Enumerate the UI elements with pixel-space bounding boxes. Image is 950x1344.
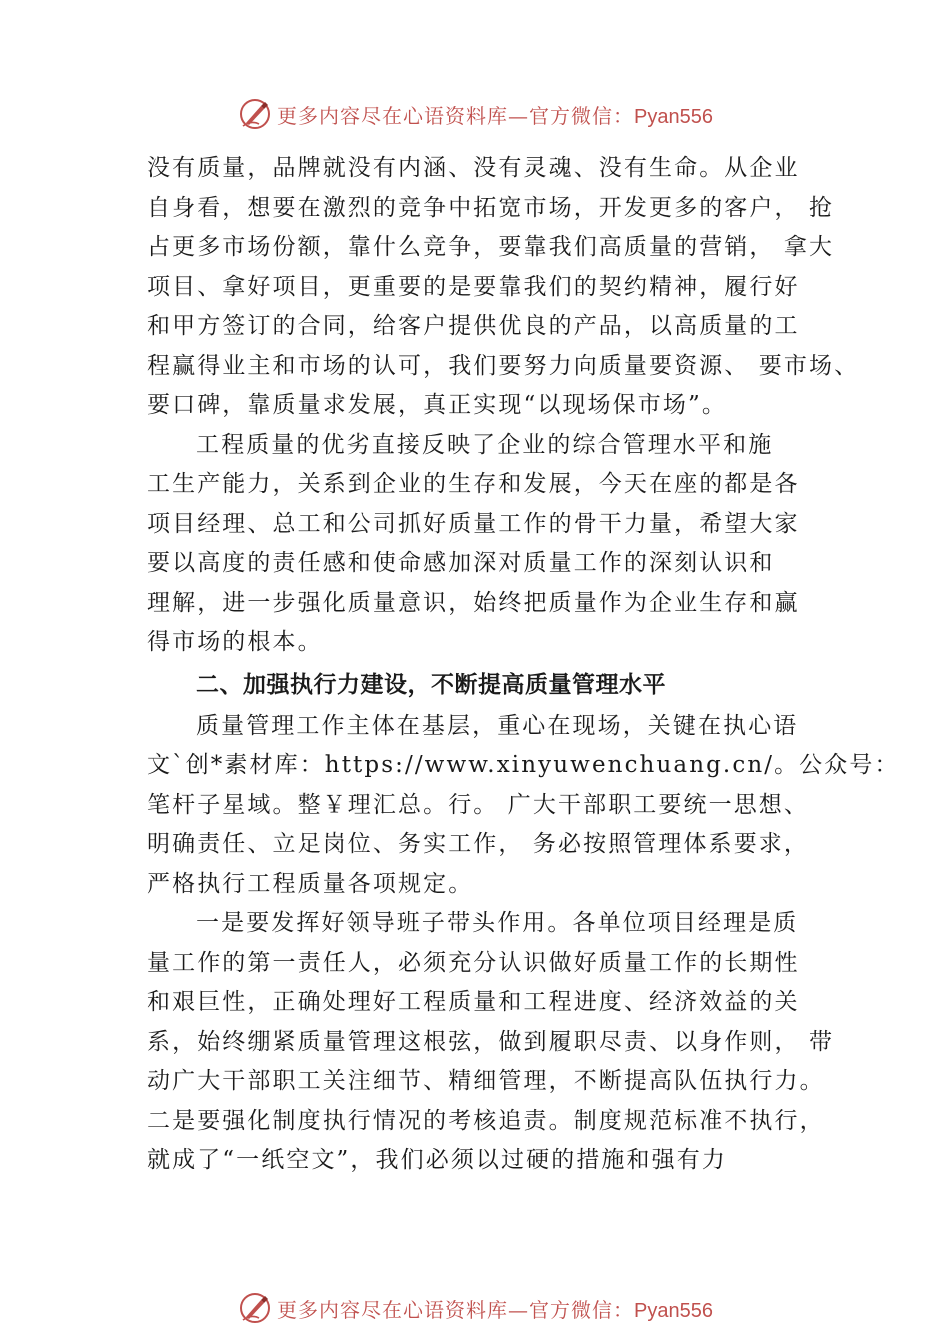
body-line: 动广大干部职工关注细节、精细管理，不断提高队伍执行力。 [147, 1068, 825, 1094]
body-line: 明确责任、立足岗位、务实工作， 务必按照管理体系要求， [147, 831, 810, 857]
body-line: 文`创*素材库：https://www.xinyuwenchuang.cn/。公众号： [147, 752, 900, 778]
body-line: 和艰巨性，正确处理好工程质量和工程进度、经济效益的关 [147, 989, 800, 1015]
body-line: 理解，进一步强化质量意识，始终把质量作为企业生存和赢 [147, 589, 800, 616]
body-line: 没有质量，品牌就没有内涵、没有灵魂、没有生命。从企业 [147, 155, 800, 181]
body-line: 要口碑，靠质量求发展，真正实现“以现场保市场”。 [147, 392, 727, 418]
paragraph-start: 质量管理工作主体在基层，重心在现场，关键在执心语 [196, 712, 799, 739]
body-line: 二是要强化制度执行情况的考核追责。制度规范标准不执行， [147, 1107, 825, 1134]
header-banner [0, 94, 950, 134]
body-line: 就成了“一纸空文”，我们必须以过硬的措施和强有力 [147, 1147, 727, 1173]
pen-logo-icon [237, 96, 273, 132]
body-line: 笔杆子星域。整￥理汇总。行。 广大干部职工要统一思想、 [147, 791, 810, 818]
body-line: 项目经理、总工和公司抓好质量工作的骨干力量，希望大家 [147, 510, 800, 537]
header-wechat-id: Pyan556 [634, 105, 713, 128]
paragraph-start: 工程质量的优劣直接反映了企业的综合管理水平和施 [196, 431, 774, 458]
body-line: 得市场的根本。 [147, 629, 323, 655]
body-line: 量工作的第一责任人，必须充分认识做好质量工作的长期性 [147, 949, 800, 976]
body-line: 占更多市场份额，靠什么竞争，要靠我们高质量的营销， 拿大 [147, 234, 835, 260]
body-line: 和甲方签订的合同，给客户提供优良的产品，以高质量的工 [147, 313, 800, 339]
body-line: 系，始终绷紧质量管理这根弦，做到履职尽责、以身作则， 带 [147, 1028, 835, 1055]
pen-logo-icon [237, 1290, 273, 1326]
body-line: 严格执行工程质量各项规定。 [147, 870, 474, 897]
footer-banner-text: 更多内容尽在心语资料库—官方微信：Pyan556 [277, 1297, 713, 1322]
body-line: 程赢得业主和市场的认可，我们要努力向质量要资源、 要市场、 [147, 352, 860, 379]
body-line: 自身看，想要在激烈的竞争中拓宽市场，开发更多的客户， 抢 [147, 194, 835, 221]
header-banner-text: 更多内容尽在心语资料库—官方微信：Pyan556 [277, 103, 713, 128]
body-line: 项目、拿好项目，更重要的是要靠我们的契约精神，履行好 [147, 273, 800, 300]
body-line: 要以高度的责任感和使命感加深对质量工作的深刻认识和 [147, 550, 775, 576]
footer-wechat-id: Pyan556 [634, 1299, 713, 1322]
body-line: 工生产能力，关系到企业的生存和发展，今天在座的都是各 [147, 471, 800, 497]
footer-banner [0, 1288, 950, 1328]
section-heading: 二、加强执行力建设，不断提高质量管理水平 [196, 671, 666, 698]
document-body [147, 149, 900, 1181]
paragraph-start: 一是要发挥好领导班子带头作用。各单位项目经理是质 [196, 910, 799, 936]
